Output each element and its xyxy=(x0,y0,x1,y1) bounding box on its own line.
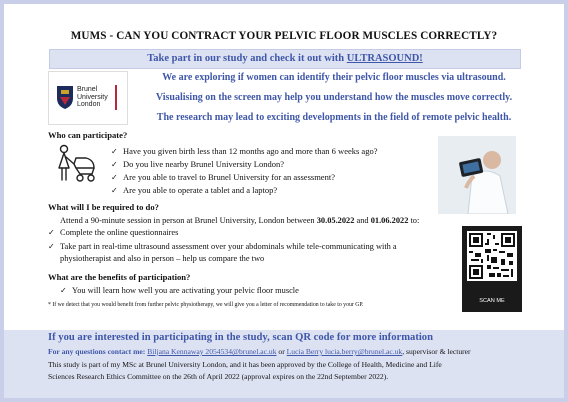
start-date: 30.05.2022 xyxy=(316,216,355,225)
benefits-heading: What are the benefits of participation? xyxy=(48,272,191,282)
ethics-line-2: Sciences Research Ethics Committee on the 26th of April 2022 (approval expires on the 22nd September 2022). xyxy=(48,372,389,381)
banner-emphasis: ULTRASOUND! xyxy=(346,53,423,64)
contact-email-lucia[interactable]: Lucia Berry lucia.berry@brunel.ac.uk xyxy=(286,347,403,356)
ethics-line-1: This study is part of my MSc at Brunel University London, and it has been approved by the College of Health, Medicine and Life xyxy=(48,360,442,369)
doctor-tablet-illustration xyxy=(438,136,516,214)
check-icon: ✓ xyxy=(111,160,118,169)
attend-sentence: Attend a 90-minute session in person at Brunel University, London between 30.05.2022 and 01.06.2022 to: xyxy=(60,216,420,225)
scan-me-label: SCAN ME xyxy=(479,298,505,304)
intro-line-1: We are exploring if women can identify their pelvic floor muscles via ultrasound. xyxy=(162,72,506,83)
required-item-2: ✓ Take part in real-time ultrasound assessment over your abdominals while tele-communicating with a xyxy=(48,242,397,251)
footer-heading: If you are interested in participating in the study, scan QR code for more information xyxy=(48,332,433,343)
crest-icon xyxy=(55,84,75,110)
mother-with-pram-icon xyxy=(54,144,98,190)
check-icon: ✓ xyxy=(60,286,67,295)
study-banner xyxy=(49,49,521,69)
who-item-1: ✓ Have you given birth less than 12 months ago and more than 6 weeks ago? xyxy=(111,146,378,156)
tablet-ultrasound-photo xyxy=(438,136,516,214)
logo-line2: University xyxy=(77,93,108,101)
contact-label: For any questions contact me: xyxy=(48,347,148,356)
end-date: 01.06.2022 xyxy=(370,216,409,225)
flyer-page xyxy=(4,4,564,398)
logo-divider xyxy=(115,85,117,110)
check-icon: ✓ xyxy=(111,173,118,182)
required-item-2-cont: physiotherapist and also in person – help us compare the two xyxy=(60,254,265,263)
contact-line: For any questions contact me: Biljana Kennaway 2054534@brunel.ac.uk or Lucia Berry lucia.berry@brunel.ac.uk, supervisor & lecturer xyxy=(48,347,471,356)
required-item-1: ✓ Complete the online questionnaires xyxy=(48,228,179,237)
qr-code-card[interactable] xyxy=(462,226,522,312)
benefits-note: * If we detect that you would benefit from further pelvic physiotherapy, we will give you a letter of recommendation to take to your GP. xyxy=(48,302,364,308)
who-item-4: ✓ Are you able to operate a tablet and a laptop? xyxy=(111,185,278,195)
logo-line1: Brunel xyxy=(77,86,98,93)
intro-line-3: The research may lead to exciting developments in the field of remote pelvic health. xyxy=(156,112,512,123)
check-icon: ✓ xyxy=(111,147,118,156)
benefits-item-1: ✓ You will learn how well you are activating your pelvic floor muscle xyxy=(60,286,299,295)
check-icon: ✓ xyxy=(48,242,55,251)
who-heading: Who can participate? xyxy=(48,130,128,140)
who-item-2: ✓ Do you live nearby Brunel University London? xyxy=(111,159,284,169)
who-item-3: ✓ Are you able to travel to Brunel University for an assessment? xyxy=(111,172,335,182)
contact-email-biljana[interactable]: Biljana Kennaway 2054534@brunel.ac.uk xyxy=(147,347,277,356)
banner-text: Take part in our study and check it out with xyxy=(147,53,347,64)
logo-line3: London xyxy=(77,101,101,109)
check-icon: ✓ xyxy=(48,228,55,237)
brunel-logo xyxy=(48,71,128,125)
logo-wordmark xyxy=(77,86,108,109)
qr-code-icon xyxy=(467,231,517,281)
check-icon: ✓ xyxy=(111,186,118,195)
intro-line-2: Visualising on the screen may help you understand how the muscles move correctly. xyxy=(155,92,513,103)
flyer-title: MUMS - CAN YOU CONTRACT YOUR PELVIC FLOOR MUSCLES CORRECTLY? xyxy=(70,30,498,42)
required-heading: What will I be required to do? xyxy=(48,202,159,212)
